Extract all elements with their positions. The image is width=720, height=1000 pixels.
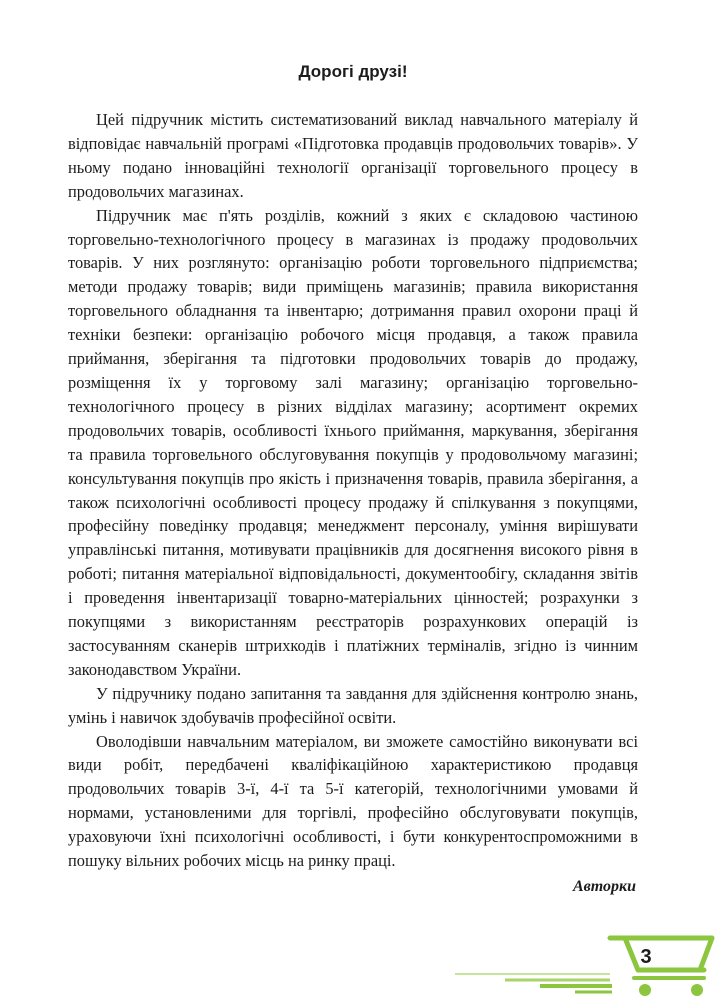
paragraph-outcome: Оволодівши навчальним матеріалом, ви зможете самостійно виконувати всі види робіт, передбачені кваліфікаційною характеристикою продавця продовольчих товарів 3-ї, 4-ї та 5-ї категорій, технологічними умовами й нормами, установленими для торгівлі, професійно обслуговувати покупців, ураховуючи їхні психологічні особливості, і бути конкурентоспроможними в пошуку вільних робочих місць на ринку праці.	[68, 731, 638, 871]
paragraph-intro: Цей підручник містить систематизований виклад навчального матеріалу й відповідає навчальній програмі «Підготовка продавців продовольчих товарів». У ньому подано інноваційні технології організації торговельного процесу в продовольчих магазинах.	[68, 110, 638, 201]
page-number: 3	[640, 946, 652, 968]
shopping-cart-icon	[610, 938, 712, 996]
footer-decoration	[0, 900, 720, 1000]
speed-lines	[455, 974, 612, 992]
page-content	[68, 62, 638, 899]
signature: Авторки	[572, 878, 636, 895]
page-title: Дорогі друзі!	[298, 62, 408, 81]
paragraph-contents: Підручник має п'ять розділів, кожний з яких є складовою частиною торговельно-технологічного процесу в магазинах із продажу продовольчих товарів. У них розглянуто: організацію роботи торговельного підприємства; методи продажу товарів; види приміщень магазинів; правила використання торговельного обладнання та інвентарю; дотримання правил охорони праці й техніки безпеки: організацію робочого місця продавця, а також правила приймання, зберігання та підготовки продовольчих товарів до продажу, розміщення їх у торговому залі магазину; організацію торговельно-технологічного процесу в різних відділах магазину; асортимент окремих продовольчих товарів, особливості їхнього приймання, маркування, зберігання та правила торговельного обслуговування покупців у продовольчому магазині; консультування покупців про якість і призначення товарів, правила зберігання, а також психологічні особливості процесу продажу й спілкування з покупцями, професійну поведінку продавця; менеджмент персоналу, уміння вирішувати управлінські питання, мотивувати працівників для досягнення високого рівня в роботі; питання матеріальної відповідальності, документообігу, складання звітів і проведення інвентаризації товарно-матеріальних цінностей; розрахунки з покупцями з використанням реєстраторів розрахункових операцій із застосуванням сканерів штрихкодів і платіжних терміналів, згідно із чинним законодавством України.	[68, 205, 638, 679]
paragraph-control: У підручнику подано запитання та завдання для здійснення контролю знань, умінь і навичок здобувачів професійної освіти.	[68, 683, 638, 727]
